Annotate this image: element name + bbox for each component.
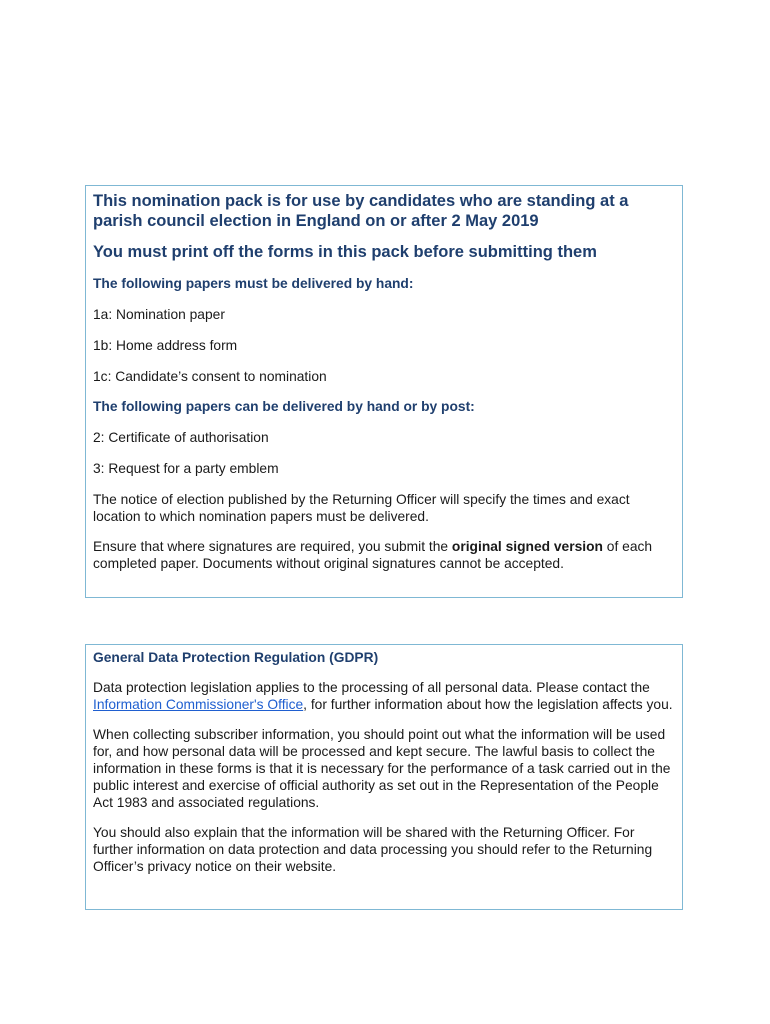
original-signed-version-emphasis: original signed version [451,539,603,554]
gdpr-p1-text-end: , for further information about how the legislation affects you. [303,697,673,712]
print-forms-heading: You must print off the forms in this pack before submitting them [93,243,597,261]
gdpr-info-box [85,644,683,910]
gdpr-paragraph-privacy-notice: You should also explain that the information will be shared with the Returning Officer. For further information on data protection and data processing you should refer to the Returning Officer’s privacy notice on their website. [93,825,653,874]
gdpr-heading: General Data Protection Regulation (GDPR) [93,650,379,665]
ico-link[interactable]: Information Commissioner's Office [93,697,304,712]
notice-of-election-paragraph: The notice of election published by the Returning Officer will specify the times and exact location to which nomination papers must be delivered. [93,492,630,524]
nomination-pack-title: This nomination pack is for use by candidates who are standing at a parish council election in England on or after 2 May 2019 [93,192,629,230]
signatures-text-start: Ensure that where signatures are required, you submit the [93,539,452,554]
list-item: 1c: Candidate’s consent to nomination [93,369,327,384]
list-item: 1b: Home address form [93,338,238,353]
list-item: 2: Certificate of authorisation [93,430,269,445]
delivered-by-hand-heading: The following papers must be delivered by hand: [93,276,414,291]
gdpr-p1-text-start: Data protection legislation applies to the processing of all personal data. Please contact the [93,680,650,695]
gdpr-paragraph-legislation [93,679,675,713]
delivered-by-hand-or-post-heading: The following papers can be delivered by hand or by post: [93,399,475,414]
list-item: 3: Request for a party emblem [93,461,279,476]
signatures-text-end: of each completed paper. Documents without original signatures cannot be accepted. [93,539,653,571]
list-item: 1a: Nomination paper [93,307,225,322]
nomination-info-box [85,185,683,598]
signatures-paragraph [93,538,675,572]
gdpr-paragraph-lawful-basis: When collecting subscriber information, you should point out what the information will be used for, and how personal data will be processed and kept secure. The lawful basis to collect the information in these forms is that it is necessary for the performance of a task carried out in the public interest and exercise of official authority as set out in the Representation of the People Act 1983 and associated regulations. [93,727,671,810]
